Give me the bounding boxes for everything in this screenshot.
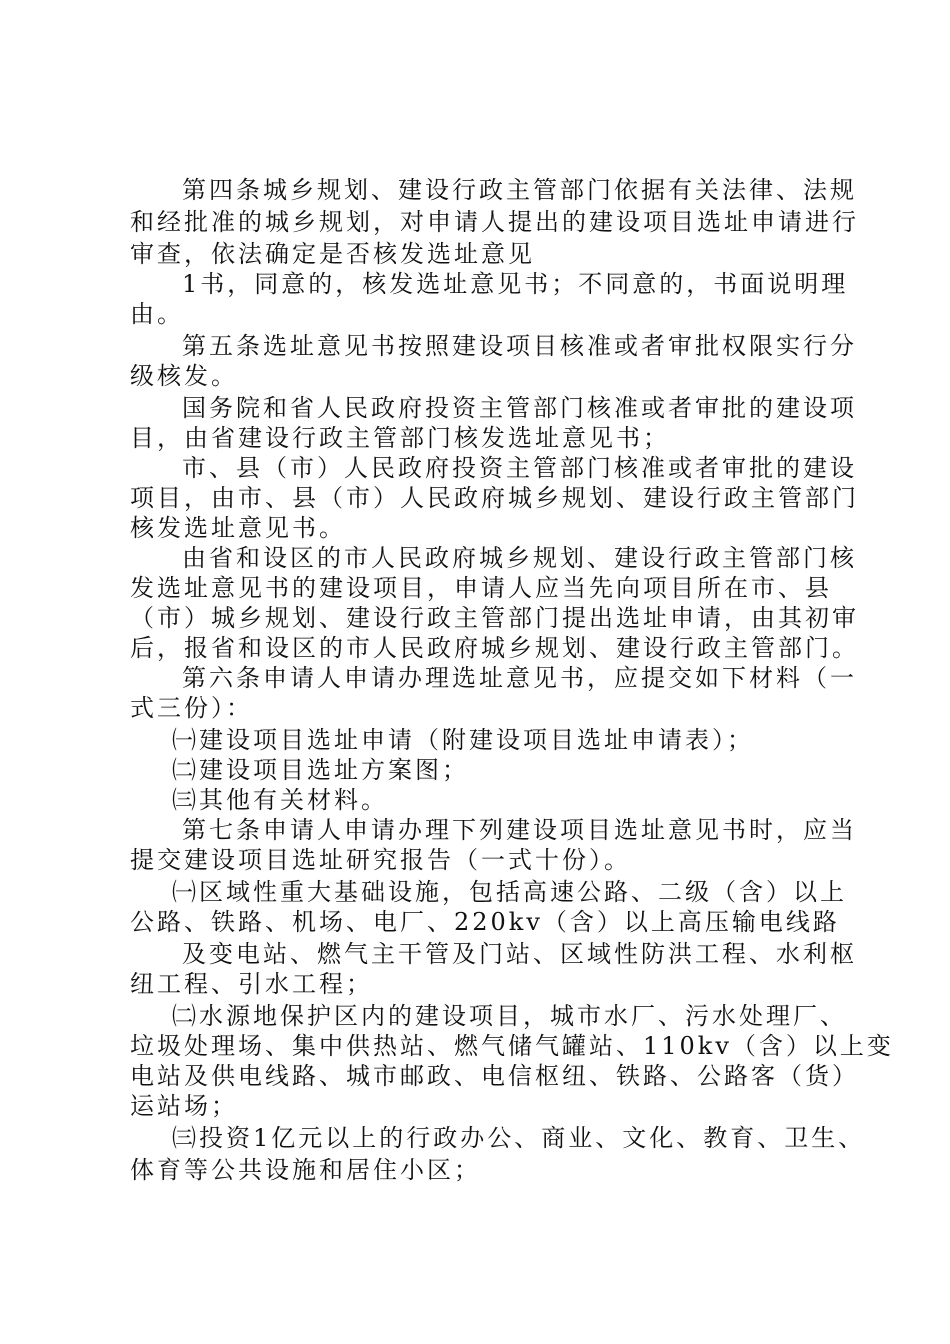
text-line: 第七条申请人申请办理下列建设项目选址意见书时，应当 <box>182 816 857 844</box>
text-line: 和经批准的城乡规划，对申请人提出的建设项目选址申请进行 <box>130 208 859 236</box>
text-line: 审查，依法确定是否核发选址意见 <box>130 240 535 268</box>
list-item: ㈡水源地保护区内的建设项目，城市水厂、污水处理厂、 <box>172 1002 847 1030</box>
text-line: 国务院和省人民政府投资主管部门核准或者审批的建设项 <box>182 394 857 422</box>
list-item: ㈠区域性重大基础设施，包括高速公路、二级（含）以上 <box>172 878 847 906</box>
text-line: 第六条申请人申请办理选址意见书，应提交如下材料（一 <box>182 664 857 692</box>
text-line: 第四条城乡规划、建设行政主管部门依据有关法律、法规 <box>182 176 857 204</box>
text-line: 式三份）： <box>130 694 253 722</box>
text-line: 纽工程、引水工程； <box>130 970 373 998</box>
text-line: 核发选址意见书。 <box>130 514 346 542</box>
list-item: ㈡建设项目选址方案图； <box>172 756 469 784</box>
text-line: 由省和设区的市人民政府城乡规划、建设行政主管部门核 <box>182 544 857 572</box>
text-line: 电站及供电线路、城市邮政、电信枢纽、铁路、公路客（货） <box>130 1062 859 1090</box>
text-line: 及变电站、燃气主干管及门站、区域性防洪工程、水利枢 <box>182 940 857 968</box>
text-line: 后，报省和设区的市人民政府城乡规划、建设行政主管部门。 <box>130 634 859 662</box>
text-line: 体育等公共设施和居住小区； <box>130 1156 481 1184</box>
text-line: 1书，同意的，核发选址意见书；不同意的，书面说明理 <box>182 270 849 298</box>
text-line: 垃圾处理场、集中供热站、燃气储气罐站、110kv（含）以上变 <box>130 1032 894 1060</box>
text-line: 公路、铁路、机场、电厂、220kv（含）以上高压输电线路 <box>130 908 840 936</box>
text-line: 级核发。 <box>130 362 238 390</box>
text-line: 市、县（市）人民政府投资主管部门核准或者审批的建设 <box>182 454 857 482</box>
text-line: 提交建设项目选址研究报告（一式十份）。 <box>130 846 631 874</box>
text-line: 由。 <box>130 300 184 328</box>
text-line: （市）城乡规划、建设行政主管部门提出选址申请，由其初审 <box>130 604 859 632</box>
text-line: 目，由省建设行政主管部门核发选址意见书； <box>130 424 670 452</box>
list-item: ㈢投资1亿元以上的行政办公、商业、文化、教育、卫生、 <box>172 1124 866 1152</box>
text-line: 发选址意见书的建设项目，申请人应当先向项目所在市、县 <box>130 574 832 602</box>
text-line: 项目，由市、县（市）人民政府城乡规划、建设行政主管部门 <box>130 484 859 512</box>
text-line: 第五条选址意见书按照建设项目核准或者审批权限实行分 <box>182 332 857 360</box>
list-item: ㈢其他有关材料。 <box>172 786 388 814</box>
list-item: ㈠建设项目选址申请（附建设项目选址申请表）； <box>172 726 754 754</box>
text-line: 运站场； <box>130 1092 238 1120</box>
